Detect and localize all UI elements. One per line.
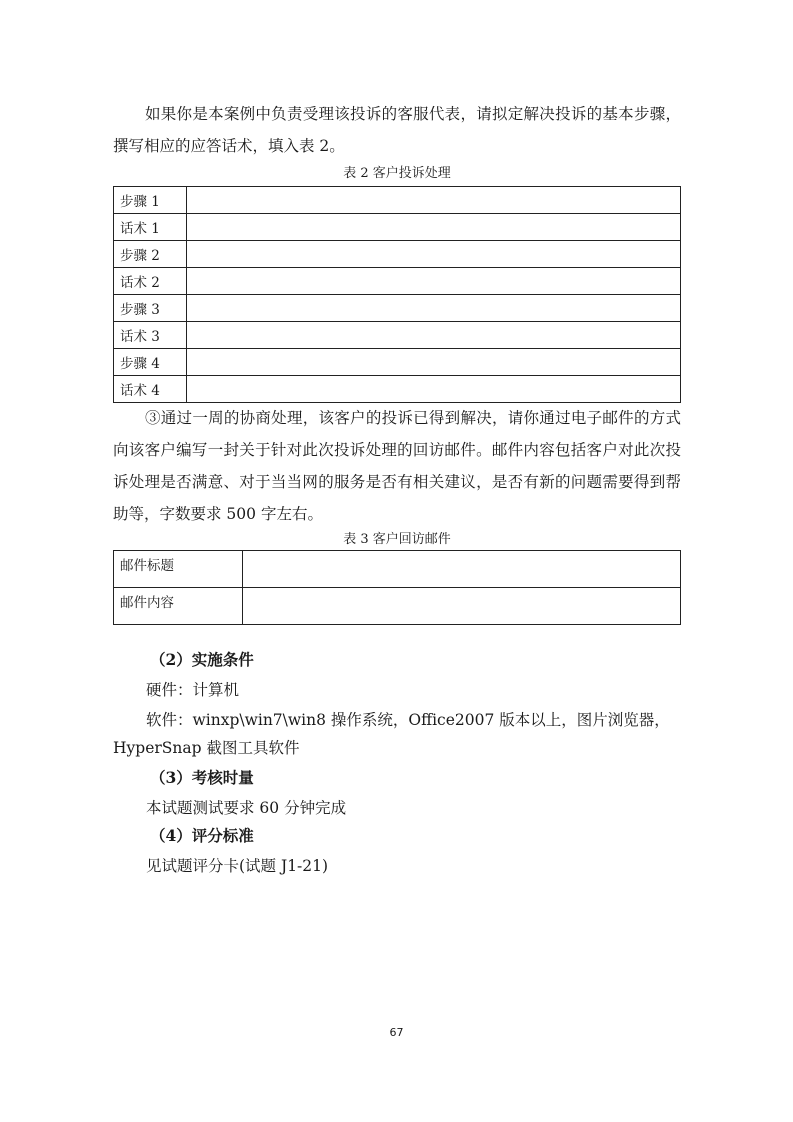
row-label: 话术 3 (114, 322, 187, 349)
row-label: 步骤 2 (114, 241, 187, 268)
row-label: 步骤 4 (114, 349, 187, 376)
answer-cell[interactable] (187, 187, 681, 214)
answer-cell[interactable] (187, 241, 681, 268)
table-row (114, 588, 681, 625)
answer-cell[interactable] (243, 551, 681, 588)
intro-paragraph: 如果你是本案例中负责受理该投诉的客服代表，请拟定解决投诉的基本步骤，撰写相应的应答话术，填入表 2。 (113, 105, 681, 155)
answer-cell[interactable] (187, 268, 681, 295)
scoring-line: 见试题评分卡(试题 J1-21) (146, 857, 329, 875)
answer-cell[interactable] (187, 349, 681, 376)
answer-cell[interactable] (187, 376, 681, 403)
table-row (114, 241, 681, 268)
followup-email-table (113, 550, 681, 625)
row-label: 步骤 3 (114, 295, 187, 322)
section3-heading: （3）考核时量 (150, 768, 254, 787)
table-row (114, 376, 681, 403)
table-row (114, 187, 681, 214)
table-row (114, 551, 681, 588)
section4-heading: （4）评分标准 (150, 826, 254, 845)
row-label: 邮件标题 (114, 551, 243, 588)
table-row (114, 214, 681, 241)
table2-caption: 表 2 客户投诉处理 (343, 166, 451, 181)
software-line: 软件：winxp\win7\win8 操作系统，Office2007 版本以上，图片浏览器， (146, 711, 670, 729)
row-label: 话术 2 (114, 268, 187, 295)
table3-caption: 表 3 客户回访邮件 (343, 532, 451, 547)
section2-heading: （2）实施条件 (150, 650, 254, 669)
row-label: 步骤 1 (114, 187, 187, 214)
complaint-handling-table (113, 186, 681, 403)
time-line: 本试题测试要求 60 分钟完成 (146, 799, 347, 817)
table-row (114, 268, 681, 295)
answer-cell[interactable] (187, 295, 681, 322)
software-line-cont: HyperSnap 截图工具软件 (113, 739, 300, 757)
answer-cell[interactable] (187, 214, 681, 241)
page-number: 67 (389, 1026, 404, 1039)
table-row (114, 322, 681, 349)
table-row (114, 349, 681, 376)
answer-cell[interactable] (243, 588, 681, 625)
row-label: 话术 4 (114, 376, 187, 403)
row-label: 邮件内容 (114, 588, 243, 625)
table-row (114, 295, 681, 322)
answer-cell[interactable] (187, 322, 681, 349)
row-label: 话术 1 (114, 214, 187, 241)
hardware-line: 硬件：计算机 (146, 681, 240, 699)
task3-paragraph: ③通过一周的协商处理，该客户的投诉已得到解决，请你通过电子邮件的方式向该客户编写一封关于针对此次投诉处理的回访邮件。邮件内容包括客户对此次投诉处理是否满意、对于当当网的服务是否有相关建议，是否有新的问题需要得到帮助等，字数要求 500 字左右。 (113, 409, 681, 523)
